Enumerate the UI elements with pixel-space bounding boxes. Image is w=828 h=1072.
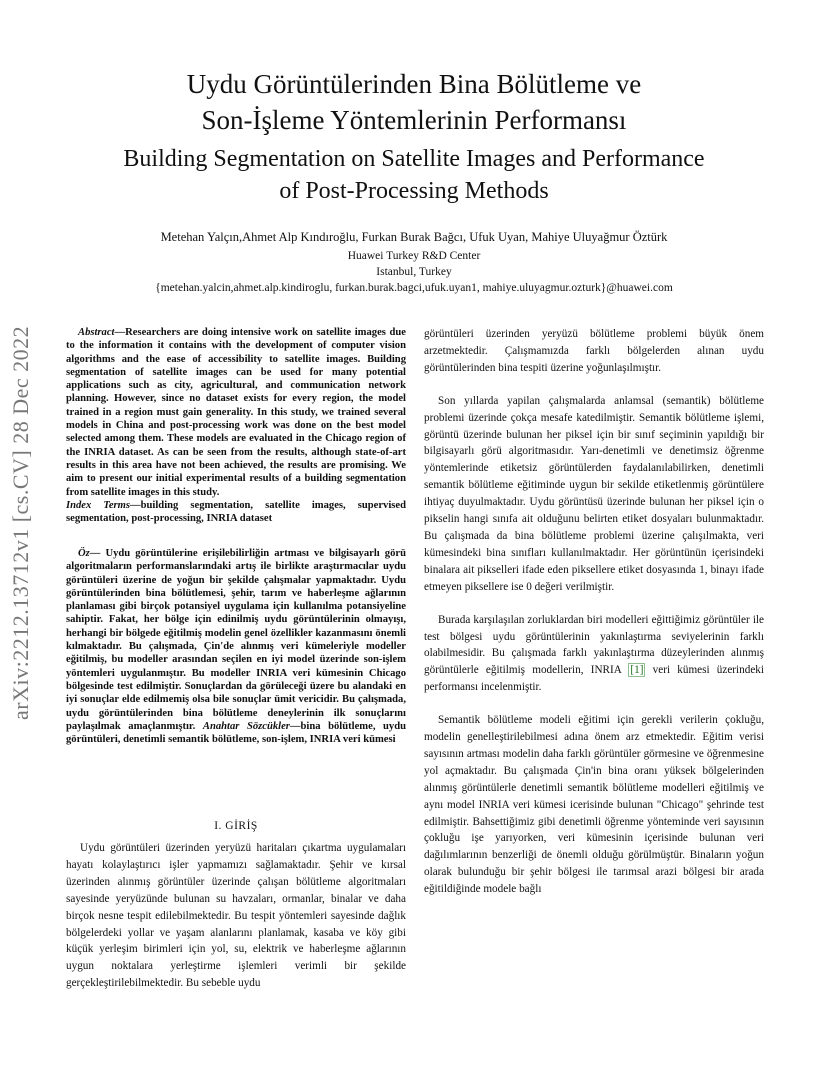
oz-text: — Uydu görüntülerine erişilebilirliğin artması ve bilgisayarlı görü algoritmaların performanslarındaki artış ile birlikte araştırmacılar uydu görüntüleri üzerine de yoğun bir şekilde çalışmalar yapmaktadır. Uydu görüntülerinden bina bölütlemesi, şehir, tarım ve haberleşme ağlarının planlaması gibi birçok potansiyel uygulama için kullanılma potansiyeline sahiptir. Fakat, her bölge için edinilmiş uydu görüntülerinin olmayışı, herhangi bir bölgede eğitilmiş modelin genel özellikler kazanmasını önemli kılmaktadır. Bu çalışmada, Çin'de alınmış veri kümeleriyle modeller eğitilmiş, bu modeller arasından seçilen en iyi model üzerinde son-işlem yöntemleri uygulanmıştır. Bu modeller INRIA veri kümesinin Chicago bölgesinde test edilmiştir. Sonuçlardan da görüleceği üzere bu alandaki en iyi sonuçlar elde edilmemiş olsa bile sonuçlar ümit vericidir. Bu çalışmada, uydu görüntülerinden bina bölütleme deneylerinin ilk sonuçlarını paylaşılmak amaçlanmıştır. — [66, 548, 406, 732]
arxiv-identifier: arXiv:2212.13712v1 [cs.CV] 28 Dec 2022 — [8, 325, 33, 720]
section-heading: I. GİRİŞ — [214, 820, 258, 832]
email-list: {metehan.yalcin,ahmet.alp.kindiroglu, furkan.burak.bagci,ufuk.uyan1, mahiye.uluyagmur.ozturk}@huawei.com — [155, 282, 673, 294]
intro-paragraph-4-text-b: veri kümesi üzerindeki performansı incelenmiştir. — [424, 664, 764, 694]
anahtar-label: Anahtar Sözcükler — [202, 720, 290, 732]
intro-left-column — [66, 840, 406, 992]
affiliation: Huawei Turkey R&D Center — [347, 250, 481, 262]
anahtar-text: —bina bölütleme, uydu görüntüleri, denetimli semantik bölütleme, son-işlem, INRIA veri kümesi — [66, 720, 406, 746]
location: Istanbul, Turkey — [376, 266, 452, 278]
intro-paragraph-3: Son yıllarda yapilan çalışmalarda anlamsal (semantik) bölütleme problemi üzerinde çokça mesafe katedilmiştir. Semantik bölütleme işlemi, görüntü üzerinde bulunan her piksel için bir sınıf seçiminin yapıldığı bir bilgisayarlı görü algoritmasıdır. Yarı-denetimli ve denetimsiz öğrenme yöntemlerinde etiketsiz görüntülerden faydalanılabilirken, denetimli semantik bölütleme eğitiminde uygun bir sekilde etiketlenmiş görüntülere ihtiyaç duyulmaktadır. Uydu görüntüsü üzerinde bulunan her piksel için o pikselin hangi sınıfa ait olduğunu belirten etiket dosyaları bulunmaktadır. Bu çalışmada da bina bölütleme problemi üzerine çalışılmakta, veri kümesindeki bina sınıfları kullanılmaktadır. Her görüntünün içerisindeki binalara ait pikselleri ifade eden piksellere etiket dosyasında 1, binayı ifade etmeyen piksellere ise 0 değeri verilmiştir. — [424, 394, 764, 593]
index-terms — [66, 499, 406, 526]
intro-paragraph-4-text-a: Burada karşılaşılan zorluklardan biri modelleri eğittiğimiz görüntüler ile test bölgesi uydu görüntülerinin yakınlaştırma seviyelerinin farklı olabilmesidir. Bu çalışmada farklı yakınlaştırma düzeylerinden alınmış görüntülerle eğitilmiş modellerin, INRIA — [424, 613, 764, 677]
index-terms-text: —building segmentation, satellite images, supervised segmentation, post-processing, INRIA dataset — [66, 499, 406, 525]
intro-paragraph-5: Semantik bölütleme modeli eğitimi için gerekli verilerin çokluğu, modelin genelleştirilebilmesi adına önem arz etmektedir. Eğitim verisi sayısının artması modelin daha farklı görüntüler görmesine ve öğrenmesine yol açmaktadır. Bu çalışmada Çin'in bina oranı yüksek bölgelerinden alınmış görüntülerle denetimli semantik bölütleme modelleri eğitilmiş ve aynı model INRIA veri kümesi icerisinde bulunan "Chicago" şehrinde test edilmiştir. Bahsettiğimiz gibi denetimli öğrenme yönteminde veri sayısının çokluğu işe yarıyorken, veri kümesinin içerisinde bulunan veri dağılımlarının benzerliği de önemli olduğu görülmüştür. Binaların yoğun olarak bulunduğu bir şehir bölgesi ile tarımsal arazi bölgesi bir arada eğitildiğinde modele bağlı — [424, 714, 764, 896]
citation-link[interactable]: [1] — [630, 664, 644, 677]
intro-paragraph-2: görüntüleri üzerinden yeryüzü bölütleme problemi büyük önem arzetmektedir. Çalışmamızda farklı bölgelerden alınan uydu görüntülerinden bina tespiti üzerine yoğunlaşılmıştır. — [424, 328, 764, 374]
intro-paragraph-4 — [424, 612, 764, 697]
title-english — [0, 143, 828, 207]
abstract — [66, 326, 406, 499]
oz-label: Öz — [78, 548, 90, 559]
title-turkish-line-2: Son-İşleme Yöntemlerinin Performansı — [201, 105, 627, 135]
title-english-line-2: of Post-Processing Methods — [279, 178, 549, 204]
oz-block — [66, 547, 406, 746]
abstract-label: Abstract — [78, 327, 115, 338]
intro-paragraph-1: Uydu görüntüleri üzerinden yeryüzü haritaları çıkartma uygulamaları hayatı kolaylaştırıcı işler yapmamızı sağlamaktadır. Şehir ve kırsal üzerinden alınmış görüntüler üzerinde çalışan bölütleme algoritmaları sayesinde yeryüzünde bulunan su havzaları, ormanlar, binalar ve daha birçok nesne tespit edilebilmektedir. Bu tespit yöntemleri sayesinde dağlık bölgelerdeki yollar ve yaşam alanlarını planlamak, kasaba ve köy gibi küçük yerleşim birimleri için yol, su, elektrik ve haberleşme ağlarının uygun noktalara yerleştirme işlemleri verimli bir şekilde gerçekleştirilebilmektedir. Bu sebeble uydu — [66, 842, 406, 990]
abstract-text: —Researchers are doing intensive work on satellite images due to the information it contains with the development of computer vision algorithms and the ease of accessibility to satellite images. Building segmentation of satellite images can be used for many potential applications such as city, agricultural, and communication network planning. However, since no dataset exists for every region, the model trained in a region must gain generality. In this study, we trained several models in China and post-processing work was done on the best model selected among them. These models are evaluated in the Chicago region of the INRIA dataset. As can be seen from the results, although state-of-art results in this area have not been achieved, the results are promising. We aim to present our initial experimental results of a building segmentation from satellite images in this study. — [66, 327, 406, 498]
author-list: Metehan Yalçın,Ahmet Alp Kındıroğlu, Furkan Burak Bağcı, Ufuk Uyan, Mahiye Uluyağmur Öztürk — [160, 230, 668, 244]
title-turkish-line-1: Uydu Görüntülerinden Bina Bölütleme ve — [186, 69, 642, 99]
oz — [66, 547, 406, 746]
index-terms-label: Index Terms — [66, 499, 131, 511]
abstract-block — [66, 326, 406, 525]
title-turkish — [0, 66, 828, 138]
right-column — [424, 326, 764, 898]
title-english-line-1: Building Segmentation on Satellite Images and Performance — [123, 146, 705, 172]
